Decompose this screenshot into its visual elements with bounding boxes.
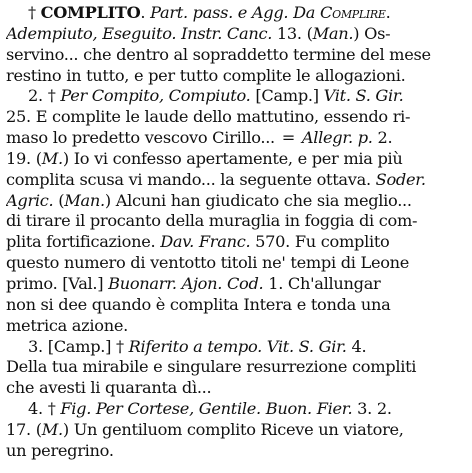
quote-text: che avesti li quaranta dì... (6, 378, 212, 398)
citation-source: Allegr. p. (297, 128, 373, 148)
entry-line (6, 441, 468, 462)
entry-line (6, 149, 468, 170)
quote-text: complita scusa vi mando... la seguente ottava. (6, 169, 376, 189)
entry-line (6, 66, 468, 87)
source-tag: Man. (64, 190, 105, 210)
source-tag: Man. (312, 23, 354, 43)
quote-text: ) Un gentiluom complito Riceve un viatore, (62, 419, 404, 439)
entry-line (6, 295, 468, 316)
entry-line (6, 107, 468, 128)
sense-number: 4. † (28, 399, 61, 419)
text-run: . (140, 3, 151, 22)
quote-text: non si dee quando è complita Intera e tonda una (6, 294, 391, 314)
source-tag: M. (41, 419, 63, 439)
sense-number: 3. [Camp.] † (28, 336, 129, 356)
citation-source: Vit. S. Gir. (323, 86, 404, 106)
text-run: [Camp.] (250, 86, 324, 106)
entry-line (6, 232, 468, 253)
quote-text: 570. Fu complito (250, 232, 390, 252)
entry-line (6, 24, 468, 45)
entry-line (6, 3, 468, 24)
quote-text: un peregrino. (6, 440, 114, 460)
entry-line (6, 128, 468, 149)
quote-text: Della tua mirabile e singulare resurrezione compliti (6, 357, 417, 377)
quote-text: questo numero di ventotto titoli ne' tempi di Leone (6, 253, 410, 273)
entry-line (6, 399, 468, 420)
quote-text: ) Io vi confesso apertamente, e per mia più (62, 148, 403, 168)
entry-line (6, 253, 468, 274)
headword: COMPLITO (40, 3, 141, 22)
sense-definition: Riferito a tempo. Vit. S. Gir. (128, 336, 347, 356)
entry-line (6, 357, 468, 378)
quote-text: plita fortificazione. (6, 232, 161, 252)
citation-source: Dav. Franc. (160, 232, 251, 252)
dictionary-entry (6, 3, 468, 462)
text-run: 17. ( (6, 419, 42, 439)
quote-text: restino in tutto, e per tutto complite le allogazioni. (6, 65, 406, 85)
entry-line (6, 337, 468, 358)
entry-line (6, 211, 468, 232)
quote-text: maso lo predetto vescovo Cirillo... (6, 128, 280, 148)
text-run: 19. ( (6, 148, 42, 168)
text-run: ) Os- (353, 23, 391, 43)
entry-line (6, 274, 468, 295)
sense-definition: Fig. Per Cortese, Gentile. Buon. Fier. (60, 399, 353, 419)
citation-source: Soder. (375, 169, 426, 189)
text-run: ( (53, 190, 65, 210)
text-run: 13. ( (272, 23, 313, 43)
text-run: 3. 2. (352, 399, 392, 419)
sense-number: 2. † (28, 86, 61, 106)
quote-text: servino... che dentro al sopraddetto termine del mese (6, 44, 431, 64)
separator-mark: = (281, 128, 296, 148)
citation-source: Buonarr. Ajon. Cod. (108, 273, 264, 293)
entry-line (6, 45, 468, 66)
entry-line (6, 316, 468, 337)
quote-text: di tirare il procanto della muraglia in foggia di com- (6, 211, 418, 231)
quote-text: primo. [Val.] (6, 273, 109, 293)
text-run: 2. (372, 128, 393, 148)
quote-text: ) Alcuni han giudicato che sia meglio... (104, 190, 412, 210)
cross-reference: Complire (320, 3, 386, 22)
text-run: . (385, 3, 391, 22)
quote-text: 1. Ch'allungar (263, 273, 381, 293)
text-run: 4. (346, 336, 367, 356)
quote-text: metrica azione. (6, 315, 128, 335)
sense-definition: Per Compito, Compiuto. (60, 86, 251, 106)
source-tag: M. (41, 148, 63, 168)
entry-line (6, 86, 468, 107)
grammar-note: Part. pass. e Agg. Da (150, 3, 316, 22)
entry-line (6, 420, 468, 441)
entry-line (6, 170, 468, 191)
citation-source: Agric. (6, 190, 54, 210)
definition-citation: Adempiuto, Eseguito. Instr. Canc. (6, 23, 273, 43)
dagger-mark: † (28, 3, 41, 22)
quote-text: 25. E complite le laude dello mattutino, essendo ri- (6, 107, 411, 127)
entry-line (6, 191, 468, 212)
entry-line (6, 378, 468, 399)
